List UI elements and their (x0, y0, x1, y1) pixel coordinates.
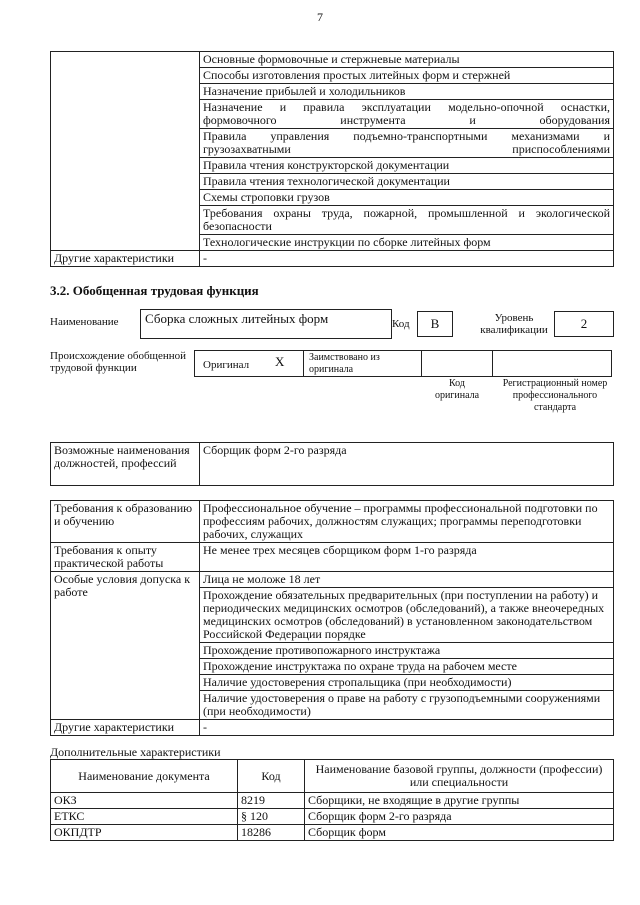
table-row (51, 809, 614, 825)
original-mark: X (275, 354, 285, 369)
condition-item: Прохождение противопожарного инструктажа (200, 643, 614, 659)
requirements-table (50, 500, 614, 736)
name-value: Сборка сложных литейных форм (140, 309, 392, 339)
reg-number-label: Регистрационный номер профессионального стандарта (502, 378, 608, 413)
code-original-label: Код оригинала (434, 378, 480, 401)
education-value: Профессиональное обучение – программы профессиональной подготовки по профессиям рабочих, должностям служащих; программы переподготовки рабочих, служащих (200, 501, 614, 543)
borrowed-label: Заимствовано из оригинала (309, 352, 380, 375)
level-value: 2 (554, 311, 614, 337)
experience-label: Требования к опыту практической работы (51, 543, 200, 572)
code-cell: § 120 (238, 809, 305, 825)
knowledge-item: Схемы строповки грузов (200, 190, 614, 206)
section-title: 3.2. Обобщенная трудовая функция (50, 283, 259, 298)
page-number: 7 (317, 10, 323, 24)
other-characteristics-value: - (200, 251, 614, 267)
code-cell: 18286 (238, 825, 305, 841)
knowledge-item: Назначение и правила эксплуатации модельно-опочной оснастки, формовочного инструмента и оборудования (200, 100, 614, 129)
origin-divider (303, 351, 304, 376)
origin-divider (492, 351, 493, 376)
positions-value: Сборщик форм 2-го разряда (200, 443, 614, 486)
positions-table (50, 442, 614, 486)
knowledge-item: Технологические инструкции по сборке литейных форм (200, 235, 614, 251)
condition-item: Прохождение инструктажа по охране труда на рабочем месте (200, 659, 614, 675)
knowledge-item: Требования охраны труда, пожарной, промышленной и экологической безопасности (200, 206, 614, 235)
group-name-cell: Сборщик форм 2-го разряда (305, 809, 614, 825)
other-characteristics-value: - (200, 720, 614, 736)
other-characteristics-label: Другие характеристики (51, 251, 200, 267)
knowledge-item: Правила чтения технологической документации (200, 174, 614, 190)
code-value: B (417, 311, 453, 337)
table-row (51, 825, 614, 841)
knowledge-label-cell (51, 52, 200, 251)
knowledge-item: Правила управления подъемно-транспортными механизмами и грузозахватными приспособлениями (200, 129, 614, 158)
origin-divider (421, 351, 422, 376)
name-label: Наименование (50, 316, 119, 328)
condition-item: Лица не моложе 18 лет (200, 572, 614, 588)
positions-label: Возможные наименования должностей, профессий (51, 443, 200, 486)
code-label: Код (392, 318, 410, 330)
doc-name-cell: ОКПДТР (51, 825, 238, 841)
condition-item: Прохождение обязательных предварительных (при поступлении на работу) и периодических медицинских осмотров (обследований), а также внеочередных медицинских осмотров (обследований) в установленном законодательством Российской Федерации порядке (200, 588, 614, 643)
header-group-name: Наименование базовой группы, должности (профессии) или специальности (305, 760, 614, 793)
original-label: Оригинал (203, 359, 250, 371)
additional-table (50, 759, 614, 841)
header-doc-name: Наименование документа (51, 760, 238, 793)
education-label: Требования к образованию и обучению (51, 501, 200, 543)
table-row (51, 793, 614, 809)
knowledge-table (50, 51, 614, 267)
knowledge-item: Правила чтения конструкторской документации (200, 158, 614, 174)
condition-item: Наличие удостоверения стропальщика (при необходимости) (200, 675, 614, 691)
additional-title: Дополнительные характеристики (50, 745, 221, 759)
knowledge-item: Основные формовочные и стержневые материалы (200, 52, 614, 68)
knowledge-item: Назначение прибылей и холодильников (200, 84, 614, 100)
header-code: Код (238, 760, 305, 793)
doc-name-cell: ЕТКС (51, 809, 238, 825)
knowledge-item: Способы изготовления простых литейных форм и стержней (200, 68, 614, 84)
code-cell: 8219 (238, 793, 305, 809)
group-name-cell: Сборщики, не входящие в другие группы (305, 793, 614, 809)
doc-name-cell: ОКЗ (51, 793, 238, 809)
condition-item: Наличие удостоверения о праве на работу с грузоподъемными сооружениями (при необходимости) (200, 691, 614, 720)
level-label: Уровень квалификации (480, 312, 548, 336)
origin-label: Происхождение обобщенной трудовой функции (50, 350, 187, 374)
group-name-cell: Сборщик форм (305, 825, 614, 841)
origin-box (194, 350, 612, 377)
conditions-label: Особые условия допуска к работе (51, 572, 200, 720)
other-characteristics-label: Другие характеристики (51, 720, 200, 736)
experience-value: Не менее трех месяцев сборщиком форм 1-го разряда (200, 543, 614, 572)
